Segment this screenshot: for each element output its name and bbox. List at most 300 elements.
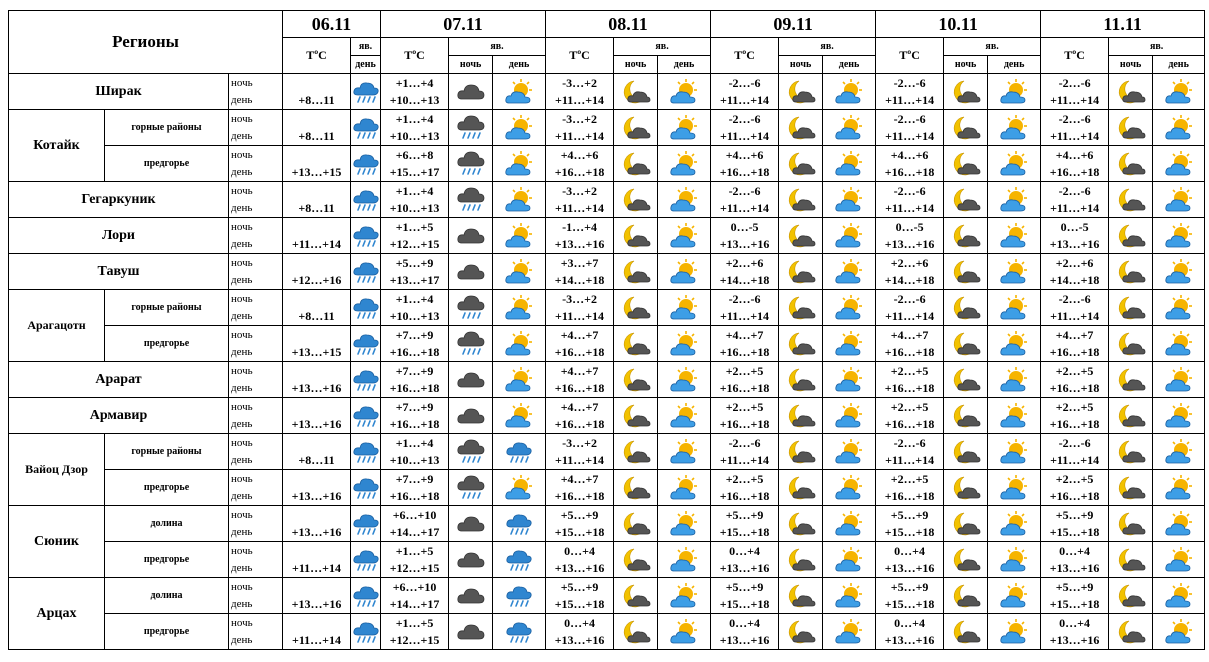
- subregion-name: горные районы: [105, 110, 229, 146]
- subregion-name: предгорье: [105, 146, 229, 182]
- temperature-cell: +7…+9 +16…+18: [381, 326, 449, 362]
- moon-icon: [944, 218, 988, 254]
- moon-icon: [1116, 511, 1146, 537]
- temperature-cell: +4…+7 +16…+18: [546, 326, 614, 362]
- temperature-cell: -2…-6 +11…+14: [1041, 290, 1109, 326]
- temperature-cell: -2…-6 +11…+14: [876, 74, 944, 110]
- rain-icon: [351, 290, 381, 326]
- sun-cloud-icon: [1153, 146, 1205, 182]
- sun-cloud-icon: [658, 254, 711, 290]
- moon-icon: [786, 583, 816, 609]
- day-header: день: [988, 56, 1041, 74]
- moon-icon: [779, 74, 823, 110]
- sun-cloud-icon: [504, 150, 534, 178]
- moon-icon: [614, 614, 658, 650]
- sun-cloud-icon: [1164, 546, 1194, 574]
- moon-icon: [779, 290, 823, 326]
- sun-cloud-icon: [999, 474, 1029, 502]
- sun-cloud-icon: [988, 470, 1041, 506]
- cloud-icon: [456, 81, 486, 103]
- cloud-icon: [449, 254, 493, 290]
- night-day-label: ночь день: [229, 110, 283, 146]
- temperature-cell: +1…+4 +10…+13: [381, 290, 449, 326]
- phenomena-header: яв.: [614, 38, 711, 56]
- temperature-cell: +1…+4 +10…+13: [381, 74, 449, 110]
- moon-icon: [621, 151, 651, 177]
- table-row: [9, 74, 1205, 110]
- temperature-cell: 0…+4 +13…+16: [876, 542, 944, 578]
- moon-icon: [621, 439, 651, 465]
- table-row: [9, 290, 1205, 326]
- sun-cloud-icon: [504, 366, 534, 394]
- moon-icon: [1109, 218, 1153, 254]
- sun-cloud-icon: [999, 114, 1029, 142]
- rain-icon: [505, 440, 533, 464]
- temperature-cell: +1…+4 +10…+13: [381, 182, 449, 218]
- moon-icon: [951, 331, 981, 357]
- sun-cloud-icon: [999, 366, 1029, 394]
- night-header: ночь: [449, 56, 493, 74]
- temperature-cell: +13…+16: [283, 578, 351, 614]
- temperature-cell: -2…-6 +11…+14: [876, 290, 944, 326]
- region-name: Вайоц Дзор: [9, 434, 105, 506]
- night-header: ночь: [779, 56, 823, 74]
- phenomena-header: яв.: [449, 38, 546, 56]
- rain-icon: [351, 398, 381, 434]
- region-name: Арагацотн: [9, 290, 105, 362]
- moon-icon: [614, 110, 658, 146]
- temperature-cell: +12…+16: [283, 254, 351, 290]
- rain-icon: [351, 506, 381, 542]
- moon-icon: [951, 475, 981, 501]
- temperature-cell: 0…-5 +13…+16: [711, 218, 779, 254]
- sun-cloud-icon: [834, 330, 864, 358]
- sun-cloud-icon: [658, 182, 711, 218]
- moon-icon: [1109, 434, 1153, 470]
- sun-cloud-icon: [1153, 434, 1205, 470]
- night-day-label: ночь день: [229, 182, 283, 218]
- rain-icon: [351, 470, 381, 506]
- moon-icon: [621, 619, 651, 645]
- temperature-cell: +2…+6 +14…+18: [711, 254, 779, 290]
- sun-cloud-icon: [1153, 614, 1205, 650]
- rain-icon: [493, 542, 546, 578]
- rain-icon: [352, 260, 380, 284]
- phenomena-header: яв.: [944, 38, 1041, 56]
- temperature-cell: +5…+9 +15…+18: [711, 578, 779, 614]
- subregion-name: долина: [105, 506, 229, 542]
- temperature-cell: 0…+4 +13…+16: [711, 614, 779, 650]
- moon-icon: [951, 547, 981, 573]
- temperature-cell: -2…-6 +11…+14: [711, 74, 779, 110]
- temperature-cell: -3…+2 +11…+14: [546, 110, 614, 146]
- cloud-icon: [449, 542, 493, 578]
- sun-cloud-icon: [823, 290, 876, 326]
- temperature-cell: -3…+2 +11…+14: [546, 182, 614, 218]
- sun-cloud-icon: [988, 146, 1041, 182]
- moon-icon: [786, 223, 816, 249]
- temperature-cell: +5…+9 +15…+18: [876, 506, 944, 542]
- sun-cloud-icon: [658, 614, 711, 650]
- moon-icon: [779, 614, 823, 650]
- moon-icon: [951, 115, 981, 141]
- sun-cloud-icon: [834, 366, 864, 394]
- temperature-cell: +2…+5 +16…+18: [711, 470, 779, 506]
- day-header: день: [493, 56, 546, 74]
- table-row: [9, 326, 1205, 362]
- sun-cloud-icon: [1164, 510, 1194, 538]
- sun-cloud-icon: [1164, 366, 1194, 394]
- temperature-cell: +2…+5 +16…+18: [876, 398, 944, 434]
- rain-cloud-icon: [449, 470, 493, 506]
- temperature-cell: +8…11: [283, 434, 351, 470]
- sun-cloud-icon: [988, 614, 1041, 650]
- table-row: [9, 146, 1205, 182]
- sun-cloud-icon: [823, 470, 876, 506]
- sun-cloud-icon: [823, 254, 876, 290]
- sun-cloud-icon: [834, 546, 864, 574]
- phenomena-header: яв.: [1109, 38, 1205, 56]
- sun-cloud-icon: [669, 222, 699, 250]
- rain-icon: [493, 434, 546, 470]
- sun-cloud-icon: [834, 294, 864, 322]
- temperature-cell: +1…+5 +12…+15: [381, 614, 449, 650]
- sun-cloud-icon: [658, 398, 711, 434]
- night-day-label: ночь день: [229, 254, 283, 290]
- moon-icon: [951, 187, 981, 213]
- sun-cloud-icon: [988, 578, 1041, 614]
- temperature-cell: -2…-6 +11…+14: [711, 110, 779, 146]
- rain-icon: [351, 254, 381, 290]
- region-name: Лори: [9, 218, 229, 254]
- temperature-cell: +2…+6 +14…+18: [1041, 254, 1109, 290]
- rain-icon: [352, 80, 380, 104]
- moon-icon: [951, 79, 981, 105]
- moon-icon: [1109, 578, 1153, 614]
- moon-icon: [1109, 326, 1153, 362]
- temperature-cell: +1…+5 +12…+15: [381, 218, 449, 254]
- moon-icon: [944, 182, 988, 218]
- region-name: Котайк: [9, 110, 105, 182]
- sun-cloud-icon: [1153, 218, 1205, 254]
- moon-icon: [786, 295, 816, 321]
- night-header: ночь: [614, 56, 658, 74]
- temperature-cell: -2…-6 +11…+14: [876, 110, 944, 146]
- sun-cloud-icon: [988, 362, 1041, 398]
- table-row: [9, 362, 1205, 398]
- sun-cloud-icon: [493, 74, 546, 110]
- moon-icon: [951, 439, 981, 465]
- table-row: [9, 470, 1205, 506]
- moon-icon: [951, 619, 981, 645]
- rain-cloud-icon: [449, 146, 493, 182]
- rain-cloud-icon: [449, 326, 493, 362]
- sun-cloud-icon: [658, 74, 711, 110]
- moon-icon: [944, 578, 988, 614]
- sun-cloud-icon: [669, 294, 699, 322]
- sun-cloud-icon: [1164, 222, 1194, 250]
- temperature-cell: -2…-6 +11…+14: [711, 434, 779, 470]
- sun-cloud-icon: [493, 362, 546, 398]
- moon-icon: [614, 542, 658, 578]
- moon-icon: [614, 218, 658, 254]
- moon-icon: [621, 511, 651, 537]
- rain-icon: [352, 188, 380, 212]
- temperature-cell: +8…11: [283, 182, 351, 218]
- sun-cloud-icon: [658, 146, 711, 182]
- sun-cloud-icon: [823, 182, 876, 218]
- rain-cloud-icon: [456, 115, 486, 141]
- moon-icon: [786, 511, 816, 537]
- temperature-cell: +4…+7 +16…+18: [876, 326, 944, 362]
- sun-cloud-icon: [823, 434, 876, 470]
- temperature-cell: -2…-6 +11…+14: [711, 290, 779, 326]
- sun-cloud-icon: [504, 78, 534, 106]
- night-header: ночь: [1109, 56, 1153, 74]
- moon-icon: [779, 506, 823, 542]
- sun-cloud-icon: [658, 362, 711, 398]
- temperature-cell: +2…+6 +14…+18: [876, 254, 944, 290]
- cloud-icon: [456, 585, 486, 607]
- region-name: Арцах: [9, 578, 105, 650]
- temperature-cell: +7…+9 +16…+18: [381, 398, 449, 434]
- sun-cloud-icon: [834, 582, 864, 610]
- phenomena-header: яв.: [351, 38, 381, 56]
- cloud-icon: [456, 549, 486, 571]
- rain-icon: [352, 620, 380, 644]
- cloud-icon: [456, 369, 486, 391]
- temperature-cell: +6…+10 +14…+17: [381, 578, 449, 614]
- moon-icon: [1116, 295, 1146, 321]
- temperature-cell: -2…-6 +11…+14: [1041, 110, 1109, 146]
- sun-cloud-icon: [669, 402, 699, 430]
- sun-cloud-icon: [1153, 506, 1205, 542]
- moon-icon: [614, 74, 658, 110]
- night-day-label: ночь день: [229, 542, 283, 578]
- moon-icon: [621, 223, 651, 249]
- temperature-cell: +2…+5 +16…+18: [711, 398, 779, 434]
- sun-cloud-icon: [988, 398, 1041, 434]
- sun-cloud-icon: [1153, 254, 1205, 290]
- sun-cloud-icon: [988, 182, 1041, 218]
- moon-icon: [779, 362, 823, 398]
- moon-icon: [1109, 506, 1153, 542]
- day-header: день: [823, 56, 876, 74]
- sun-cloud-icon: [669, 510, 699, 538]
- sun-cloud-icon: [669, 258, 699, 286]
- sun-cloud-icon: [834, 510, 864, 538]
- temperature-cell: +13…+16: [283, 398, 351, 434]
- moon-icon: [951, 295, 981, 321]
- moon-icon: [621, 295, 651, 321]
- temperature-cell: +6…+10 +14…+17: [381, 506, 449, 542]
- sun-cloud-icon: [823, 110, 876, 146]
- moon-icon: [779, 110, 823, 146]
- moon-icon: [951, 151, 981, 177]
- rain-icon: [505, 620, 533, 644]
- sun-cloud-icon: [988, 326, 1041, 362]
- table-row: [9, 578, 1205, 614]
- moon-icon: [779, 398, 823, 434]
- moon-icon: [944, 470, 988, 506]
- sun-cloud-icon: [999, 150, 1029, 178]
- moon-icon: [1116, 79, 1146, 105]
- night-day-label: ночь день: [229, 470, 283, 506]
- moon-icon: [1109, 398, 1153, 434]
- date-header: 06.11: [283, 11, 381, 38]
- cloud-icon: [449, 218, 493, 254]
- temperature-cell: +7…+9 +16…+18: [381, 362, 449, 398]
- rain-cloud-icon: [456, 439, 486, 465]
- sun-cloud-icon: [669, 150, 699, 178]
- temp-header: ТºС: [546, 38, 614, 74]
- region-name: Армавир: [9, 398, 229, 434]
- moon-icon: [621, 259, 651, 285]
- subregion-name: предгорье: [105, 326, 229, 362]
- temperature-cell: +2…+5 +16…+18: [1041, 362, 1109, 398]
- temperature-cell: +5…+9 +15…+18: [546, 506, 614, 542]
- moon-icon: [944, 290, 988, 326]
- sun-cloud-icon: [658, 578, 711, 614]
- sun-cloud-icon: [999, 438, 1029, 466]
- night-day-label: ночь день: [229, 434, 283, 470]
- sun-cloud-icon: [823, 218, 876, 254]
- moon-icon: [1116, 403, 1146, 429]
- cloud-icon: [456, 621, 486, 643]
- temperature-cell: +5…+9 +15…+18: [546, 578, 614, 614]
- regions-header: Регионы: [9, 11, 283, 74]
- table-row: [9, 542, 1205, 578]
- sun-cloud-icon: [988, 290, 1041, 326]
- moon-icon: [951, 403, 981, 429]
- temperature-cell: +4…+7 +16…+18: [546, 362, 614, 398]
- moon-icon: [779, 470, 823, 506]
- temperature-cell: 0…-5 +13…+16: [876, 218, 944, 254]
- night-day-label: ночь день: [229, 146, 283, 182]
- moon-icon: [1116, 331, 1146, 357]
- moon-icon: [1116, 583, 1146, 609]
- rain-icon: [351, 146, 381, 182]
- temperature-cell: -3…+2 +11…+14: [546, 434, 614, 470]
- rain-cloud-icon: [449, 290, 493, 326]
- sun-cloud-icon: [1153, 110, 1205, 146]
- moon-icon: [779, 218, 823, 254]
- moon-icon: [621, 331, 651, 357]
- moon-icon: [614, 146, 658, 182]
- sun-cloud-icon: [834, 186, 864, 214]
- moon-icon: [786, 619, 816, 645]
- temperature-cell: +13…+16: [283, 362, 351, 398]
- temperature-cell: -2…-6 +11…+14: [1041, 182, 1109, 218]
- moon-icon: [944, 362, 988, 398]
- sun-cloud-icon: [669, 474, 699, 502]
- cloud-icon: [456, 405, 486, 427]
- night-day-label: ночь день: [229, 614, 283, 650]
- sun-cloud-icon: [988, 254, 1041, 290]
- cloud-icon: [449, 578, 493, 614]
- cloud-icon: [449, 506, 493, 542]
- sun-cloud-icon: [834, 78, 864, 106]
- moon-icon: [951, 259, 981, 285]
- cloud-icon: [449, 74, 493, 110]
- temperature-cell: -2…-6 +11…+14: [876, 434, 944, 470]
- moon-icon: [1116, 259, 1146, 285]
- temperature-cell: -2…-6 +11…+14: [1041, 74, 1109, 110]
- temperature-cell: +13…+15: [283, 146, 351, 182]
- region-name: Сюник: [9, 506, 105, 578]
- sun-cloud-icon: [834, 150, 864, 178]
- rain-icon: [352, 116, 380, 140]
- moon-icon: [1109, 182, 1153, 218]
- rain-icon: [352, 224, 380, 248]
- temperature-cell: +1…+5 +12…+15: [381, 542, 449, 578]
- rain-icon: [351, 326, 381, 362]
- region-name: Гегаркуник: [9, 182, 229, 218]
- region-name: Ширак: [9, 74, 229, 110]
- sun-cloud-icon: [834, 402, 864, 430]
- sun-cloud-icon: [823, 74, 876, 110]
- sun-cloud-icon: [504, 402, 534, 430]
- temperature-cell: 0…+4 +13…+16: [1041, 542, 1109, 578]
- temperature-cell: +5…+9 +15…+18: [1041, 578, 1109, 614]
- sun-cloud-icon: [823, 326, 876, 362]
- sun-cloud-icon: [1164, 438, 1194, 466]
- temperature-cell: +13…+15: [283, 326, 351, 362]
- sun-cloud-icon: [823, 362, 876, 398]
- region-name: Тавуш: [9, 254, 229, 290]
- subregion-name: долина: [105, 578, 229, 614]
- moon-icon: [1116, 187, 1146, 213]
- sun-cloud-icon: [988, 110, 1041, 146]
- moon-icon: [1116, 115, 1146, 141]
- subregion-name: предгорье: [105, 470, 229, 506]
- table-row: [9, 434, 1205, 470]
- moon-icon: [1109, 542, 1153, 578]
- moon-icon: [614, 506, 658, 542]
- moon-icon: [614, 326, 658, 362]
- moon-icon: [621, 187, 651, 213]
- sun-cloud-icon: [999, 510, 1029, 538]
- sun-cloud-icon: [658, 542, 711, 578]
- moon-icon: [1116, 367, 1146, 393]
- rain-icon: [505, 548, 533, 572]
- rain-cloud-icon: [456, 151, 486, 177]
- moon-icon: [1109, 74, 1153, 110]
- sun-cloud-icon: [493, 290, 546, 326]
- temperature-cell: -2…-6 +11…+14: [876, 182, 944, 218]
- sun-cloud-icon: [823, 146, 876, 182]
- sun-cloud-icon: [658, 218, 711, 254]
- rain-cloud-icon: [456, 295, 486, 321]
- phenomena-header: яв.: [779, 38, 876, 56]
- temperature-cell: +6…+8 +15…+17: [381, 146, 449, 182]
- temperature-cell: +4…+7 +16…+18: [1041, 326, 1109, 362]
- sun-cloud-icon: [658, 434, 711, 470]
- night-header: ночь: [944, 56, 988, 74]
- sun-cloud-icon: [504, 330, 534, 358]
- sun-cloud-icon: [1153, 326, 1205, 362]
- sun-cloud-icon: [493, 110, 546, 146]
- rain-cloud-icon: [449, 110, 493, 146]
- moon-icon: [621, 79, 651, 105]
- date-header: 07.11: [381, 11, 546, 38]
- temperature-cell: +4…+6 +16…+18: [711, 146, 779, 182]
- sun-cloud-icon: [1164, 330, 1194, 358]
- temperature-cell: -3…+2 +11…+14: [546, 74, 614, 110]
- sun-cloud-icon: [669, 78, 699, 106]
- night-day-label: ночь день: [229, 398, 283, 434]
- temperature-cell: +11…+14: [283, 542, 351, 578]
